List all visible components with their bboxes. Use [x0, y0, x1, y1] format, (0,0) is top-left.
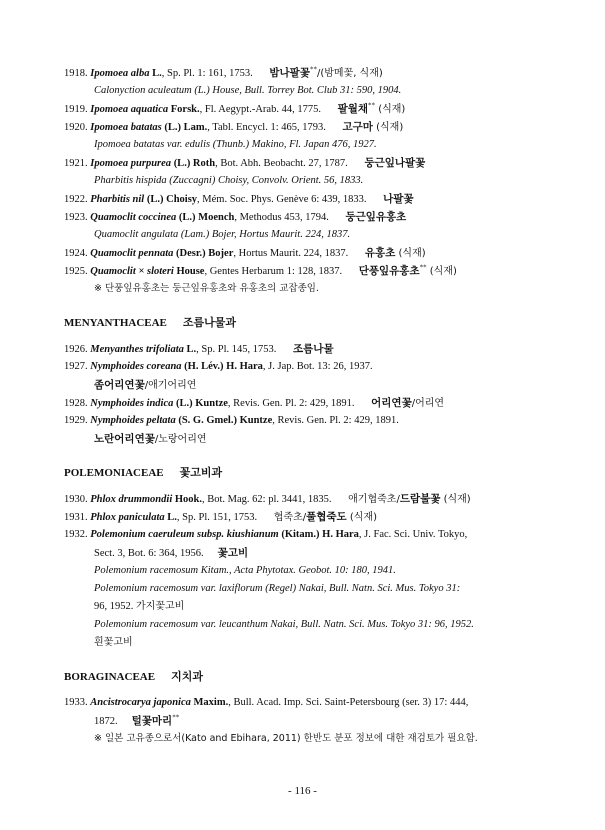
korean-alt-name: 흰꽃고비: [94, 637, 133, 648]
korean-name: 풀협죽도: [306, 511, 347, 523]
entry-number: 1932.: [64, 529, 88, 540]
author: (L.) Kuntze: [176, 398, 228, 409]
species-name: Nymphoides coreana: [90, 361, 182, 372]
entry-1925: [64, 262, 544, 280]
synonym: Pharbitis hispida (Zuccagni) Choisy, Convolv. Orient. 56, 1833.: [94, 175, 364, 186]
citation: , Mém. Soc. Phys. Genève 6: 439, 1833.: [197, 194, 367, 205]
korean-alt-name: /(밤메꽃, 식재): [316, 68, 383, 79]
citation: , J. Jap. Bot. 13: 26, 1937.: [262, 361, 373, 372]
korean-name: 좀어리연꽃: [94, 379, 145, 391]
species-name: Menyanthes trifoliata: [90, 344, 184, 355]
mark: **: [309, 65, 317, 74]
entry-number: 1920.: [64, 122, 88, 133]
korean-name: 노란어리연꽃: [94, 433, 155, 445]
author: (H. Lév.) H. Hara: [184, 361, 263, 372]
author: L.: [152, 68, 162, 79]
synonym: Ipomoea batatas var. edulis (Thunb.) Makino, Fl. Japan 476, 1927.: [94, 139, 377, 150]
korean-alt-name: /어리연: [411, 398, 445, 409]
korean-name: 어리연꽃: [371, 397, 412, 409]
author: House: [176, 266, 205, 277]
korean-name: 드람불꽃: [399, 493, 441, 505]
family-heading: [64, 314, 544, 332]
synonym-continuation: [64, 634, 544, 652]
korean-name: 나팔꽃: [383, 193, 414, 205]
species-name: Nymphoides peltata: [90, 415, 176, 426]
korean-name-line: [64, 430, 544, 448]
korean-name: 단풍잎유홍초: [358, 265, 420, 277]
family-heading: [64, 464, 544, 482]
entry-1933: [64, 694, 544, 712]
korean-name: 둥근잎유홍초: [345, 211, 407, 223]
synonym: Polemonium racemosum var. laxiflorum (Regel) Nakai, Bull. Natn. Sci. Mus. Tokyo 31:: [94, 583, 461, 594]
entry-number: 1931.: [64, 512, 88, 523]
synonym-continuation: [64, 598, 544, 616]
author: (L.) Roth: [173, 158, 216, 169]
family-korean: 조름나물과: [182, 316, 237, 329]
page-number: - 116 -: [288, 785, 317, 797]
korean-alt-name: 애기협죽초/: [348, 494, 400, 505]
citation: , Hortus Maurit. 224, 1837.: [233, 248, 349, 259]
synonym: Quamoclit angulata (Lam.) Bojer, Hortus Maurit. 224, 1837.: [94, 229, 351, 240]
entry-1929: [64, 412, 544, 430]
entry-number: 1922.: [64, 194, 88, 205]
korean-name: 둥근잎나팔꽃: [364, 157, 426, 169]
citation: 1872.: [94, 716, 118, 727]
entry-number: 1919.: [64, 104, 88, 115]
citation: , Bot. Abh. Beobacht. 27, 1787.: [215, 158, 348, 169]
korean-alt-name: 협죽초/: [273, 512, 307, 523]
korean-name: 밤나팔꽃: [269, 67, 310, 79]
korean-alt-name: 가지꽃고비: [136, 601, 185, 612]
entry-1927: [64, 358, 544, 376]
korean-alt-name: /애기어리연: [144, 380, 197, 391]
citation: , Bot. Mag. 62: pl. 3441, 1835.: [202, 494, 332, 505]
entry-number: 1925.: [64, 266, 88, 277]
species-name: Polemonium caeruleum subsp. kiushianum: [90, 529, 279, 540]
author: (S. G. Gmel.) Kuntze: [178, 415, 273, 426]
entry-number: 1928.: [64, 398, 88, 409]
entry-1930: [64, 490, 544, 508]
korean-name: 유홍초: [364, 247, 396, 259]
mark: **: [368, 101, 376, 110]
mark: **: [172, 713, 180, 722]
entry-number: 1923.: [64, 212, 88, 223]
family-latin: BORAGINACEAE: [64, 671, 156, 683]
mark: **: [419, 263, 427, 272]
species-name: Phlox paniculata: [90, 512, 165, 523]
entry-1921: [64, 154, 544, 172]
entry-1931: [64, 508, 544, 526]
entry-1919: [64, 100, 544, 118]
species-name: Ipomoea alba: [90, 68, 150, 79]
author: (L.) Moench: [178, 212, 235, 223]
synonym: Polemonium racemosum Kitam., Acta Phytotax. Geobot. 10: 180, 1941.: [94, 565, 396, 576]
korean-name: 털꽃마리: [131, 715, 173, 727]
family-heading: [64, 668, 544, 686]
entry-number: 1927.: [64, 361, 88, 372]
korean-alt-name: (식재): [372, 122, 404, 133]
author: Forsk.: [170, 104, 200, 115]
citation: , Tabl. Encycl. 1: 465, 1793.: [207, 122, 326, 133]
korean-name: 팔월채: [337, 103, 369, 115]
family-korean: 지치과: [171, 670, 203, 683]
species-name: Ipomoea aquatica: [90, 104, 169, 115]
citation: , J. Fac. Sci. Univ. Tokyo,: [358, 529, 468, 540]
note: ※ 단풍잎유홍초는 둥근잎유홍초와 유홍초의 교잡종임.: [94, 283, 319, 294]
note: ※ 일본 고유종으로서(Kato and Ebihara, 2011) 한반도 분포 정보에 대한 재검토가 필요함.: [94, 733, 478, 744]
citation: , Methodus 453, 1794.: [234, 212, 329, 223]
entry-number: 1918.: [64, 68, 88, 79]
family-latin: POLEMONIACEAE: [64, 467, 164, 479]
synonym: Calonyction aculeatum (L.) House, Bull. Torrey Bot. Club 31: 590, 1904.: [94, 85, 402, 96]
species-name: Quamoclit × sloteri: [90, 266, 174, 277]
korean-alt-name: (식재): [375, 104, 406, 115]
korean-alt-name: (식재): [440, 494, 471, 505]
entry-number: 1926.: [64, 344, 88, 355]
entry-1920: [64, 118, 544, 136]
entry-number: 1924.: [64, 248, 88, 259]
author: L.: [167, 512, 177, 523]
species-name: Pharbitis nil: [90, 194, 145, 205]
entry-continuation: [64, 544, 544, 562]
entry-1923: [64, 208, 544, 226]
korean-alt-name: (식재): [346, 512, 378, 523]
entry-1928: [64, 394, 544, 412]
citation: , Gentes Herbarum 1: 128, 1837.: [204, 266, 343, 277]
citation: Sect. 3, Bot. 6: 364, 1956.: [94, 548, 204, 559]
synonym: Polemonium racemosum var. leucanthum Nakai, Bull. Natn. Sci. Mus. Tokyo 31: 96, 1952.: [94, 619, 474, 630]
species-name: Ipomoea purpurea: [90, 158, 172, 169]
entry-number: 1921.: [64, 158, 88, 169]
citation: , Sp. Pl. 1: 161, 1753.: [161, 68, 253, 79]
korean-name: 고구마: [342, 121, 373, 133]
species-name: Ipomoea batatas: [90, 122, 162, 133]
entry-list: [64, 64, 544, 748]
citation: , Revis. Gen. Pl. 2: 429, 1891.: [272, 415, 399, 426]
entry-number: 1930.: [64, 494, 88, 505]
author: Hook.: [174, 494, 202, 505]
author: (Kitam.) H. Hara: [281, 529, 359, 540]
author: Maxim.: [193, 697, 229, 708]
entry-number: 1933.: [64, 697, 88, 708]
entry-number: 1929.: [64, 415, 88, 426]
korean-alt-name: /노랑어리연: [154, 434, 207, 445]
species-name: Phlox drummondii: [90, 494, 173, 505]
entry-1924: [64, 244, 544, 262]
entry-1932: [64, 526, 544, 544]
author: (L.) Choisy: [146, 194, 198, 205]
korean-name: 조름나물: [293, 343, 334, 355]
korean-name-line: [64, 376, 544, 394]
author: (Desr.) Bojer: [176, 248, 234, 259]
author: L.: [186, 344, 197, 355]
citation: 96, 1952.: [94, 601, 134, 612]
citation: , Sp. Pl. 145, 1753.: [196, 344, 277, 355]
species-name: Nymphoides indica: [90, 398, 174, 409]
entry-1926: [64, 340, 544, 358]
species-name: Ancistrocarya japonica: [90, 697, 191, 708]
citation: , Revis. Gen. Pl. 2: 429, 1891.: [227, 398, 355, 409]
citation: , Fl. Aegypt.-Arab. 44, 1775.: [199, 104, 321, 115]
entry-1922: [64, 190, 544, 208]
korean-name: 꽃고비: [217, 547, 249, 559]
family-korean: 꽃고비과: [179, 466, 223, 479]
species-name: Quamoclit pennata: [90, 248, 174, 259]
citation: , Bull. Acad. Imp. Sci. Saint-Petersbourg (ser. 3) 17: 444,: [228, 697, 469, 708]
family-latin: MENYANTHACEAE: [64, 317, 167, 329]
korean-alt-name: (식재): [395, 248, 426, 259]
author: (L.) Lam.: [164, 122, 208, 133]
citation: , Sp. Pl. 151, 1753.: [176, 512, 258, 523]
species-name: Quamoclit coccinea: [90, 212, 177, 223]
entry-continuation: [64, 712, 544, 730]
korean-alt-name: (식재): [426, 266, 457, 277]
entry-1918: [64, 64, 544, 82]
